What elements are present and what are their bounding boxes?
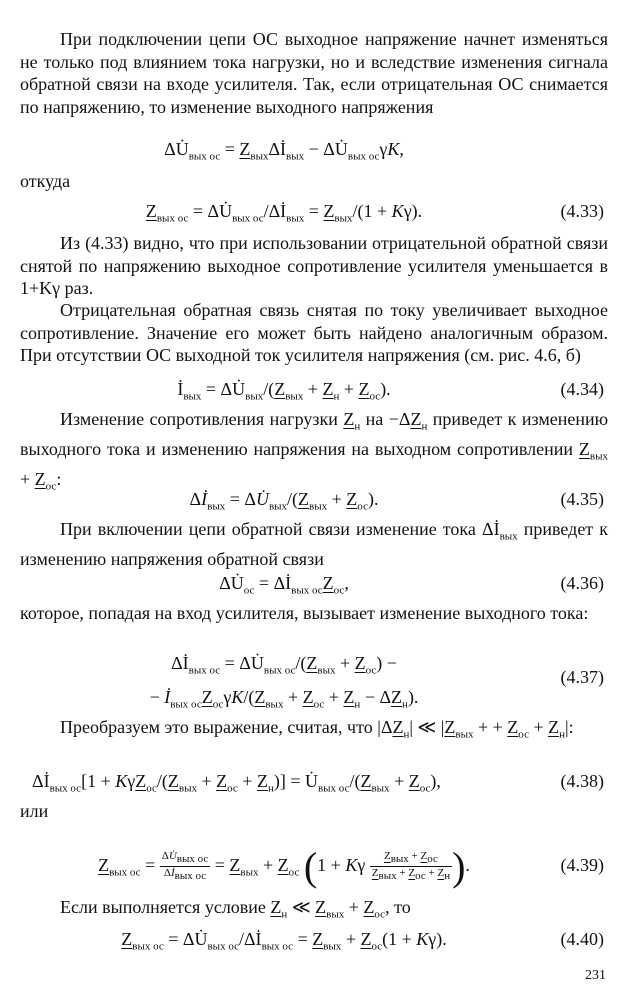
paragraph-transform: Преобразуем это выражение, считая, что $|\Delta Z_н|$ ≪ $|Z_{вых}$ + + $Z_{ос} + Z_н|$: [60,717,574,741]
equation-output-voltage-change: $\Delta U̇_{вых ос}$ = $Z_{вых}\Delta İ_{вых}$ − $\Delta U̇_{вых ос}\gamma K$, [164,139,404,163]
equation-4-36: $\Delta U̇_{ос}$ = $\Delta İ_{вых ос}Z_{ос}$, (4.36) [20,570,608,596]
equation-4-38: $\Delta İ_{вых ос}[1 + K\gamma Z_{ос}/(Z_{вых} + Z_{ос} + Z_н)]$ = $U̇_{вых ос}/(Z_{вых} + Z_{ос})$, (4.38) [20,768,608,794]
equation-4-33: $Z_{вых ос}$ = $\Delta U̇_{вых ос}/\Delta İ_{вых} = Z_{вых}/(1 + K\gamma)$. (4.33) [20,198,608,224]
equation-4-39: $Z_{вых ос}$ = $\frac{\Delta U̇_{вых ос}}{\Delta İ_{вых ос}}$ = $Z_{вых} + Z_{ос}$ (1 + Kγ $\frac{Z_{вых} + Z_{ос}}{Z_{вых} + Z_{ос} + Z_н}$ ). (4.39) [20,840,608,890]
paragraph-load-change: Изменение сопротивления нагрузки $Z_н$ на $-\Delta Z_н$ приведет к изменению выходного тока и изменению напряжения на выходном сопротивлении $Z_{вых} + Z_{ос}$: [20,409,609,493]
equation-4-37: $\Delta İ_{вых ос}$ = $\Delta U̇_{вых ос}/(Z_{вых} + Z_{ос})$ − − $İ_{вых ос}Z_{ос}\gamma K/(Z_{вых} + Z_{ос} + Z_н - \Delta Z_н)$. (4.37) [149,653,604,711]
page-number: 231 [585,968,606,983]
equation-number: (4.39) [560,855,604,875]
paragraph-feedback-intro: При подключении цепи ОС выходное напряжение начнет изменяться не только под влиянием тока нагрузки, но и вследствие изменения сигнала обратной связи на входе усилителя. Так, если отрицательная ОС снимается по напряжению, то изменение выходного напряжения [20,29,608,117]
equation-4-35: $\Delta İ_{вых}$ = $\Delta U̇_{вых}/(Z_{вых} + Z_{ос})$. (4.35) [20,486,608,512]
equation-number: (4.38) [560,771,604,791]
equation-number: (4.34) [560,379,604,399]
paragraph-condition: Если выполняется условие $Z_н$ ≪ $Z_{вых} + Z_{ос}$, то [60,897,411,921]
equation-number: (4.35) [560,489,604,509]
equation-4-40: $Z_{вых ос}$ = $\Delta U̇_{вых ос}/\Delta İ_{вых ос} = Z_{вых} + Z_{ос}(1 + K\gamma)$. (4.40) [20,926,608,952]
equation-number: (4.36) [560,573,604,593]
equation-number: (4.33) [560,201,604,221]
paragraph-feedback-enable: При включении цепи обратной связи изменение тока $\Delta İ_{вых}$ приведет к изменению напряжения обратной связи [20,519,609,570]
paragraph-voltage-feedback-result: Из (4.33) видно, что при использовании отрицательной обратной связи снятой по напряжению выходное сопротивление усилителя уменьшается в 1+Kγ раз. [20,233,608,298]
equation-number: (4.37) [560,667,604,687]
equation-4-34: $İ_{вых}$ = $\Delta U̇_{вых}/(Z_{вых} + Z_н + Z_{ос})$. (4.34) [20,376,608,402]
paragraph-whence: откуда [20,171,71,191]
paragraph-input-effect: которое, попадая на вход усилителя, вызывает изменение выходного тока: [20,603,589,623]
paragraph-current-feedback: Отрицательная обратная связь снятая по току увеличивает выходное сопротивление. Значение его может быть найдено аналогичным образом. При отсутствии ОС выходной ток усилителя напряжения (см. рис. 4.6, б) [20,300,608,365]
equation-number: (4.40) [560,929,604,949]
paragraph-or: или [20,801,49,821]
